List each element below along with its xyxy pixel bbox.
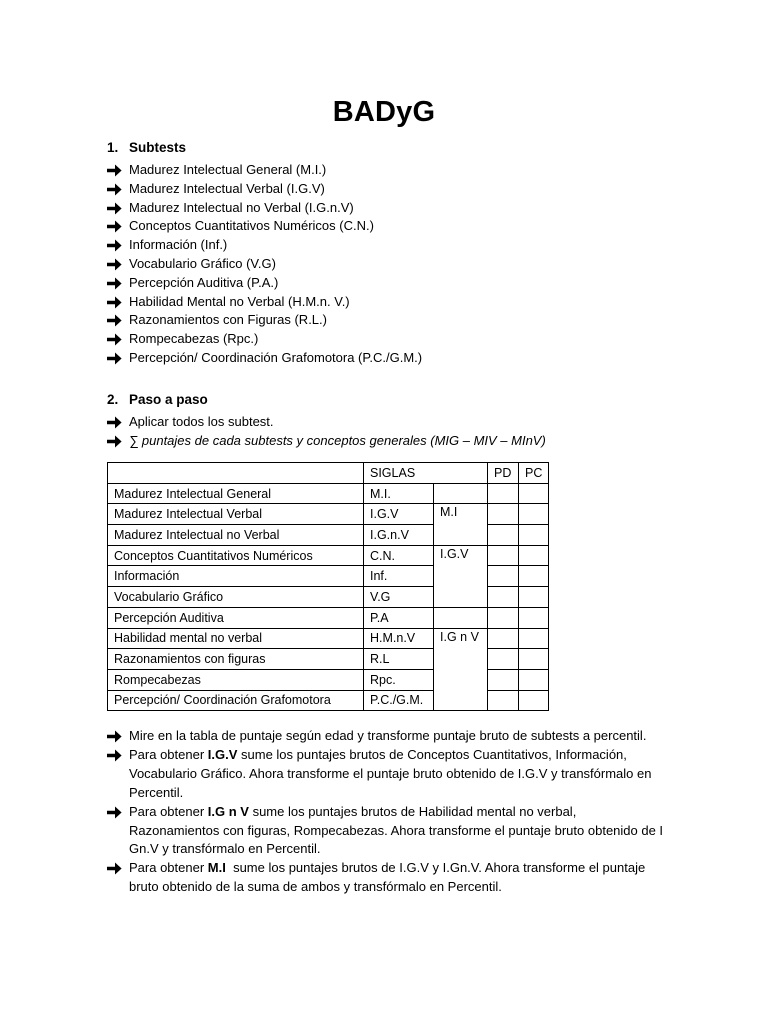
section-title: Paso a paso [129, 392, 208, 407]
table-row: Información Inf. [108, 566, 549, 587]
arrow-right-icon [107, 314, 122, 327]
arrow-right-icon [107, 296, 122, 309]
list-item: Información (Inf.) [107, 236, 422, 255]
table-row: Rompecabezas Rpc. [108, 669, 549, 690]
table-row: Percepción/ Coordinación Grafomotora P.C./G.M. [108, 690, 549, 711]
section-title: Subtests [129, 140, 187, 155]
section-heading-paso-a-paso [107, 392, 208, 407]
arrow-right-icon [107, 239, 122, 252]
table-row: Vocabulario Gráfico V.G [108, 587, 549, 608]
header-pd: PD [488, 463, 519, 484]
table-row: Habilidad mental no verbal H.M.n.V I.G n V [108, 628, 549, 649]
arrow-right-icon [107, 277, 122, 290]
list-item: Mire en la tabla de puntaje según edad y transforme puntaje bruto de subtests a percentil. [107, 727, 667, 746]
steps-list [107, 413, 546, 451]
table-row: Madurez Intelectual no Verbal I.G.n.V [108, 525, 549, 546]
arrow-right-icon [107, 333, 122, 346]
arrow-right-icon [107, 862, 122, 875]
list-item: Conceptos Cuantitativos Numéricos (C.N.) [107, 217, 422, 236]
arrow-right-icon [107, 164, 122, 177]
section-heading-subtests [107, 140, 186, 155]
header-pc: PC [519, 463, 549, 484]
table-row: Madurez Intelectual General M.I. [108, 483, 549, 504]
arrow-right-icon [107, 352, 122, 365]
list-item: Vocabulario Gráfico (V.G) [107, 255, 422, 274]
list-item: Para obtener I.G.V sume los puntajes brutos de Conceptos Cuantitativos, Información, Vocabulario Gráfico. Ahora transforme el puntaje bruto obtenido de I.G.V y transfórmalo en Percentil. [107, 746, 667, 803]
list-item: Razonamientos con Figuras (R.L.) [107, 311, 422, 330]
list-item: Madurez Intelectual General (M.I.) [107, 161, 422, 180]
list-item: Rompecabezas (Rpc.) [107, 330, 422, 349]
list-item: Habilidad Mental no Verbal (H.M.n. V.) [107, 293, 422, 312]
list-item: Madurez Intelectual Verbal (I.G.V) [107, 180, 422, 199]
list-item: Para obtener M.I sume los puntajes brutos de I.G.V y I.Gn.V. Ahora transforme el puntaje bruto obtenido de la suma de ambos y transfórmalo en Percentil. [107, 859, 667, 897]
list-item: ∑ puntajes de cada subtests y conceptos generales (MIG – MIV – MInV) [107, 432, 546, 451]
header-siglas: SIGLAS [364, 463, 488, 484]
group-cell-igv: I.G.V [434, 545, 488, 607]
header-cell-empty [108, 463, 364, 484]
section-number: 2. [107, 392, 119, 407]
arrow-right-icon [107, 220, 122, 233]
table-row: Conceptos Cuantitativos Numéricos C.N. I.G.V [108, 545, 549, 566]
table-row: Madurez Intelectual Verbal I.G.V M.I [108, 504, 549, 525]
list-item: Percepción/ Coordinación Grafomotora (P.C./G.M.) [107, 349, 422, 368]
arrow-right-icon [107, 806, 122, 819]
table-row: Percepción Auditiva P.A [108, 607, 549, 628]
page-title: BADyG [332, 96, 436, 128]
subtests-list [107, 161, 422, 368]
arrow-right-icon [107, 258, 122, 271]
arrow-right-icon [107, 730, 122, 743]
list-item: Percepción Auditiva (P.A.) [107, 274, 422, 293]
table-header-row [108, 463, 549, 484]
group-cell-mi: M.I [434, 504, 488, 545]
arrow-right-icon [107, 202, 122, 215]
group-cell-ignv: I.G n V [434, 628, 488, 711]
arrow-right-icon [107, 749, 122, 762]
scores-table [107, 462, 549, 711]
list-item: Madurez Intelectual no Verbal (I.G.n.V) [107, 199, 422, 218]
section-number: 1. [107, 140, 119, 155]
arrow-right-icon [107, 435, 122, 448]
list-item: Aplicar todos los subtest. [107, 413, 546, 432]
table-row: Razonamientos con figuras R.L [108, 649, 549, 670]
instructions-list [107, 727, 667, 897]
arrow-right-icon [107, 183, 122, 196]
arrow-right-icon [107, 416, 122, 429]
list-item: Para obtener I.G n V sume los puntajes brutos de Habilidad mental no verbal, Razonamientos con figuras, Rompecabezas. Ahora transforme el puntaje bruto obtenido de I Gn.V y transfórmalo en Percentil. [107, 803, 667, 860]
